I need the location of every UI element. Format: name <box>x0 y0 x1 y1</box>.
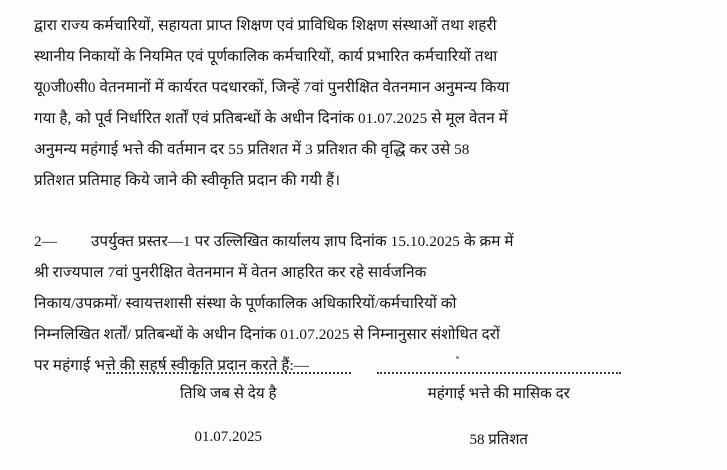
dotted-line-right <box>377 372 622 374</box>
table-cell-date: 01.07.2025 <box>194 429 262 445</box>
table-dotted-separator <box>34 372 693 374</box>
paragraph-2-number: 2— <box>34 233 57 250</box>
paragraph-1-line-1: द्वारा राज्य कर्मचारियों, सहायता प्राप्त शिक्षण एवं प्राविधिक शिक्षण संस्थाओं तथा शहरी <box>34 17 497 34</box>
paragraph-1-line-4: गया है, को पूर्व निर्धारित शर्तों एवं प्रतिबन्धों के अधीन दिनांक 01.07.2025 से मूल वेतन में <box>34 110 508 127</box>
paragraph-1-line-2: स्थानीय निकायों के नियमित एवं पूर्णकालिक कर्मचारियों, कार्य प्रभारित कर्मचारियों तथा <box>34 48 498 65</box>
paragraph-2-first-line <box>34 226 693 257</box>
table-header-date: तिथि जब से देय है <box>179 385 277 402</box>
paragraph-2 <box>34 226 693 381</box>
table-row <box>34 429 693 449</box>
dotted-line-left <box>106 372 351 374</box>
table-header-row <box>34 383 693 403</box>
paragraph-2-line-3: निकाय/उपक्रमों/ स्वायत्तशासी संस्था के पूर्णकालिक अधिकारियों/कर्मचारियों को <box>34 295 457 312</box>
paragraph-1-line-3: यू0जी0सी0 वेतनमानों में कार्यरत पदधारकों, जिन्हें 7वां पुनरीक्षित वेतनमान अनुमन्य किया <box>34 79 510 96</box>
paragraph-2-line-2: श्री राज्यपाल 7वां पुनरीक्षित वेतनमान में वेतन आहरित कर रहे सार्वजनिक <box>34 264 427 281</box>
table-header-rate: महंगाई भत्ते की मासिक दर <box>427 385 570 402</box>
da-rate-table <box>34 372 693 449</box>
table-cell-rate: 58 प्रतिशत <box>469 432 528 448</box>
paragraph-2-line-5: पर महंगाई भत्ते की सहर्ष स्वीकृति प्रदान करते हैं:— <box>34 357 310 374</box>
paragraph-1-line-5: अनुमन्य महंगाई भत्ते की वर्तमान दर 55 प्रतिशत में 3 प्रतिशत की वृद्धि कर उसे 58 <box>34 141 470 158</box>
paragraph-2-line-1: उपर्युक्त प्रस्तर—1 पर उल्लिखित कार्यालय ज्ञाप दिनांक 15.10.2025 के क्रम में <box>90 233 514 250</box>
paragraph-1-line-6: प्रतिशत प्रतिमाह किये जाने की स्वीकृति प्रदान की गयी हैं। <box>34 172 341 189</box>
paragraph-2-line-4: निम्नलिखित शर्तों/ प्रतिबन्धों के अधीन दिनांक 01.07.2025 से निम्नानुसार संशोधित दरों <box>34 326 501 343</box>
ink-speck <box>456 356 459 359</box>
paragraph-1 <box>34 10 693 196</box>
